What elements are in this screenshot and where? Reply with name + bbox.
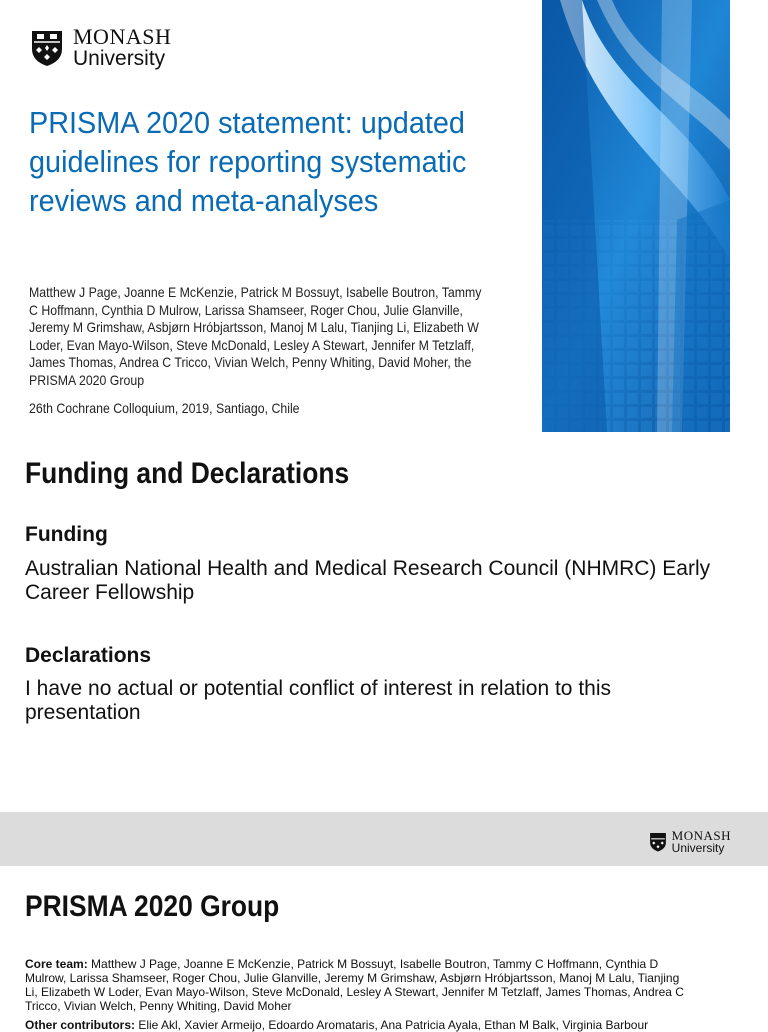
core-team-paragraph	[25, 957, 695, 1013]
core-team-label: Core team:	[25, 957, 88, 971]
funding-heading: Funding	[25, 523, 108, 546]
declarations-text: I have no actual or potential conflict of interest in relation to this presentation	[25, 677, 612, 724]
conference-line: 26th Cochrane Colloquium, 2019, Santiago, Chile	[29, 400, 300, 416]
author-list: Matthew J Page, Joanne E McKenzie, Patrick M Bossuyt, Isabelle Boutron, Tammy C Hoffmann, Cynthia D Mulrow, Larissa Shamseer, Roger Chou, Julie Glanville, Jeremy M Grimshaw, Asbjørn Hróbjartsson, Manoj M Lalu, Tianjing Li, Elizabeth W Loder, Evan Mayo-Wilson, Steve McDonald, Lesley A Stewart, Jennifer M Tetzlaff, James Thomas, Andrea C Tricco, Vivian Welch, Penny Whiting, David Moher, the PRISMA 2020 Group	[29, 284, 482, 388]
logo-line1: MONASH	[671, 828, 731, 843]
monash-logo-small	[649, 830, 731, 854]
group-slide-title: PRISMA 2020 Group	[25, 890, 280, 923]
title-slide	[0, 0, 768, 440]
funding-text: Australian National Health and Medical Research Council (NHMRC) Early Career Fellowship	[25, 557, 711, 604]
monash-m-artwork	[542, 0, 730, 432]
monash-logo	[30, 26, 171, 70]
funding-slide	[0, 440, 768, 812]
other-contributors-paragraph	[25, 1018, 695, 1032]
declarations-heading: Declarations	[25, 644, 152, 667]
monash-crest-icon	[30, 29, 64, 67]
logo-line2: University	[671, 841, 725, 855]
logo-line1: MONASH	[73, 24, 172, 49]
logo-line2: University	[73, 47, 166, 70]
group-slide	[0, 866, 768, 1032]
funding-slide-title: Funding and Declarations	[25, 457, 350, 490]
slide-title: PRISMA 2020 statement: updated guidelines for reporting systematic reviews and meta-analyses	[29, 105, 467, 218]
monash-crest-icon	[649, 832, 667, 852]
core-team-names: Matthew J Page, Joanne E McKenzie, Patrick M Bossuyt, Isabelle Boutron, Tammy C Hoffmann, Cynthia D Mulrow, Larissa Shamseer, Roger Chou, Julie Glanville, Jeremy M Grimshaw, Asbjørn Hróbjartsson, Manoj M Lalu, Tianjing Li, Elizabeth W Loder, Evan Mayo-Wilson, Steve McDonald, Lesley A Stewart, Jennifer M Tetzlaff, James Thomas, Andrea C Tricco, Vivian Welch, Penny Whiting, David Moher	[25, 957, 684, 1013]
other-contributors-names: Elie Akl, Xavier Armeijo, Edoardo Aromataris, Ana Patricia Ayala, Ethan M Balk, Virginia Barbour	[135, 1018, 649, 1032]
slide-footer-bar	[0, 812, 768, 866]
other-contributors-label: Other contributors:	[25, 1018, 135, 1032]
